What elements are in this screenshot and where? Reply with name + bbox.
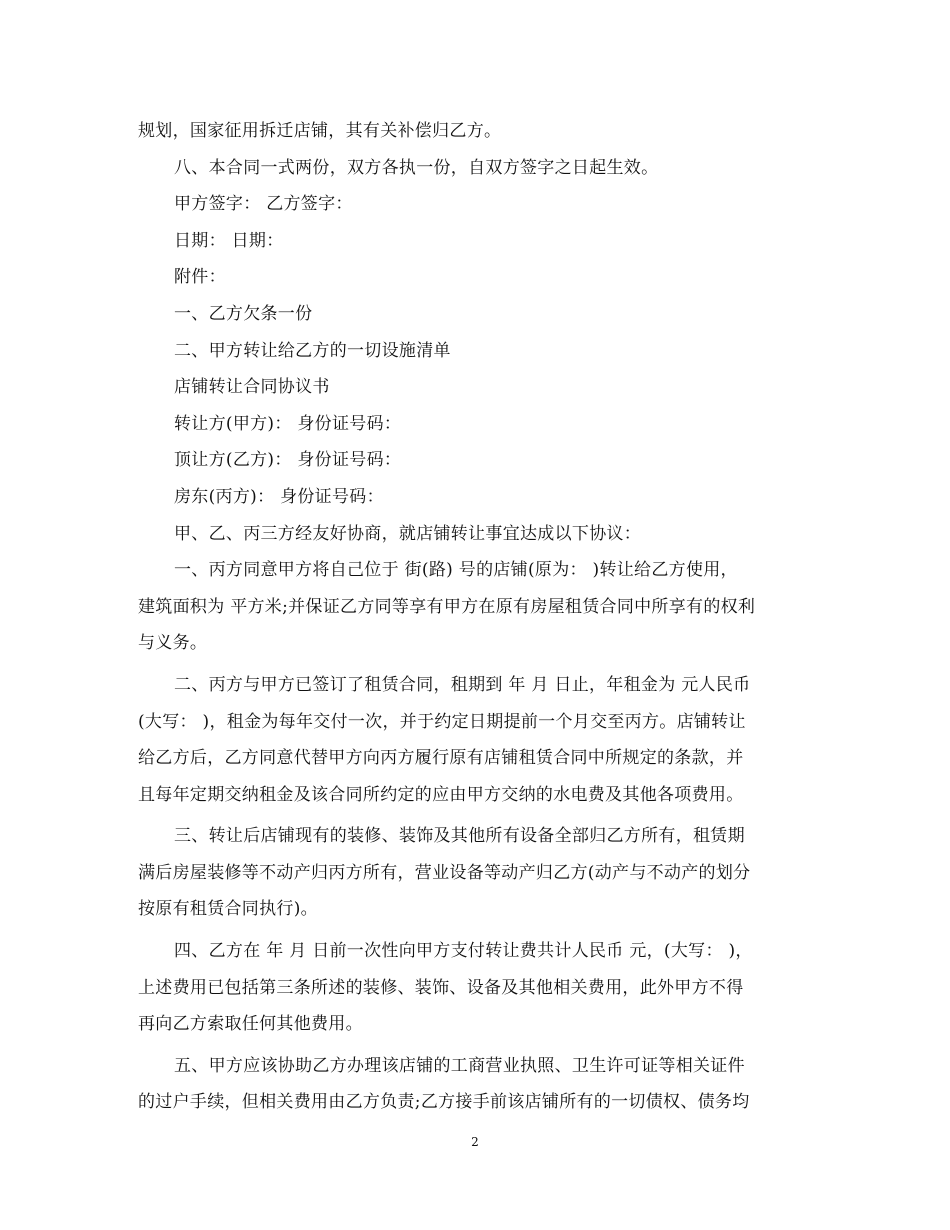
agreement-intro: 甲、乙、丙三方经友好协商，就店铺转让事宜达成以下协议： xyxy=(174,523,642,544)
clause-one-line: 与义务。 xyxy=(138,633,208,654)
party-transferor: 转让方(甲方)： 身份证号码： xyxy=(174,413,402,434)
clause-three-line: 三、转让后店铺现有的装修、装饰及其他所有设备全部归乙方所有，租赁期 xyxy=(174,826,745,847)
attachment-item-2: 二、甲方转让给乙方的一切设施清单 xyxy=(174,340,451,361)
clause-four-line: 四、乙方在 年 月 日前一次性向甲方支付转让费共计人民币 元，(大写： )， xyxy=(174,941,753,962)
clause-eight: 八、本合同一式两份，双方各执一份，自双方签字之日起生效。 xyxy=(174,157,659,178)
clause-three-line: 按原有租赁合同执行)。 xyxy=(138,899,318,920)
clause-one-line: 一、丙方同意甲方将自己位于 街(路) 号的店铺(原为： )转让给乙方使用， xyxy=(174,560,738,581)
attachment-heading: 附件： xyxy=(174,267,226,288)
clause-three xyxy=(138,818,813,928)
party-transferee: 顶让方(乙方)： 身份证号码： xyxy=(174,450,402,471)
clause-five-line: 的过户手续，但相关费用由乙方负责;乙方接手前该店铺所有的一切债权、债务均 xyxy=(138,1092,750,1113)
clause-five xyxy=(138,1048,813,1121)
clause-four-line: 上述费用已包括第三条所述的装修、装饰、设备及其他相关费用，此外甲方不得 xyxy=(138,977,744,998)
text-line: 规划，国家征用拆迁店铺，其有关补偿归乙方。 xyxy=(138,121,502,141)
clause-two-line: 二、丙方与甲方已签订了租赁合同，租期到 年 月 日止，年租金为 元人民币 xyxy=(174,674,751,695)
date-line: 日期： 日期： xyxy=(174,230,284,251)
clause-five-line: 五、甲方应该协助乙方办理该店铺的工商营业执照、卫生许可证等相关证件 xyxy=(174,1055,745,1076)
clause-four xyxy=(138,933,813,1043)
clause-two xyxy=(138,667,813,813)
clause-one-line: 建筑面积为 平方米;并保证乙方同等享有甲方在原有房屋租赁合同中所享有的权利 xyxy=(138,596,756,617)
document-body xyxy=(138,113,813,1121)
attachment-item-1: 一、乙方欠条一份 xyxy=(174,303,313,324)
clause-one xyxy=(138,552,813,662)
clause-two-line: (大写： )，租金为每年交付一次，并于约定日期提前一个月交至丙方。店铺转让 xyxy=(138,711,746,732)
clause-four-line: 再向乙方索取任何其他费用。 xyxy=(138,1014,363,1035)
signature-line: 甲方签字： 乙方签字： xyxy=(174,194,353,215)
clause-two-line: 给乙方后，乙方同意代替甲方向丙方履行原有店铺租赁合同中所规定的条款，并 xyxy=(138,748,744,769)
clause-two-line: 且每年定期交纳租金及该合同所约定的应由甲方交纳的水电费及其他各项费用。 xyxy=(138,784,744,805)
clause-three-line: 满后房屋装修等不动产归丙方所有，营业设备等动产归乙方(动产与不动产的划分 xyxy=(138,862,751,883)
page-number: 2 xyxy=(471,1135,479,1149)
party-landlord: 房东(丙方)： 身份证号码： xyxy=(174,486,384,507)
agreement-title: 店铺转让合同协议书 xyxy=(174,377,330,398)
